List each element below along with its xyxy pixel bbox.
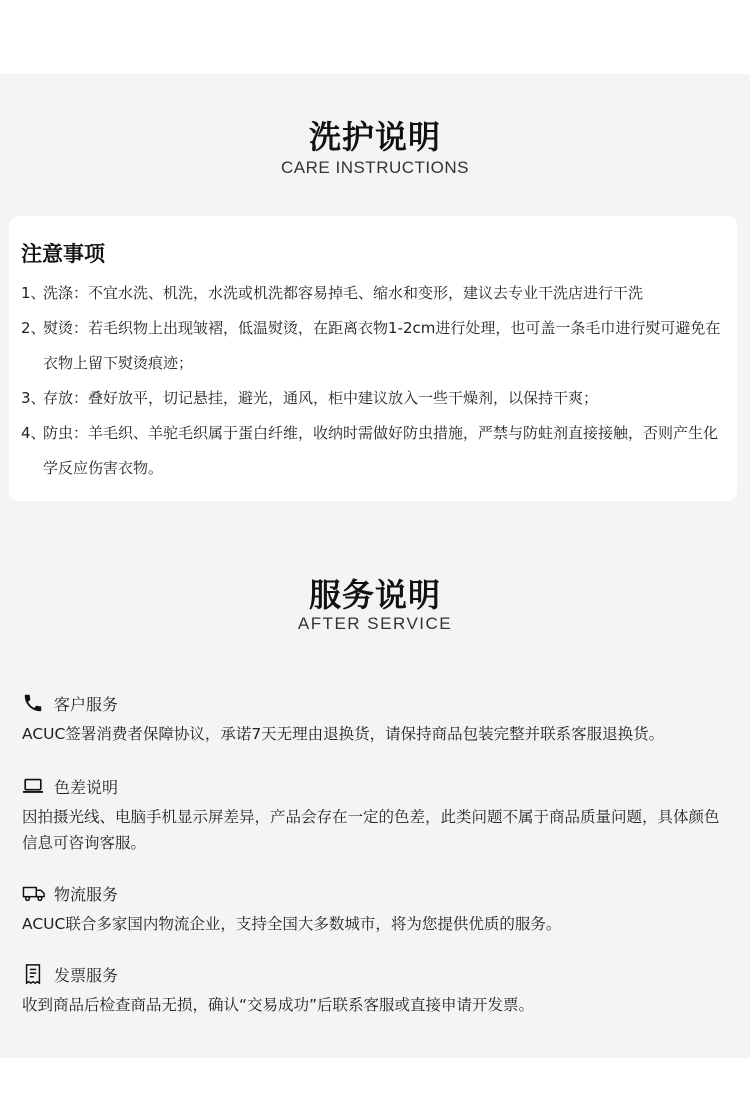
care-title: 洗护说明	[308, 118, 441, 156]
list-item	[21, 416, 729, 486]
item-text: 存放：叠好放平，切记悬挂，避光，通风，柜中建议放入一些干燥剂，以保持干爽；	[43, 389, 599, 407]
item-number: 4、	[21, 424, 46, 442]
service-label: 发票服务	[54, 965, 119, 985]
service-block-invoice	[22, 962, 732, 1018]
service-text: ACUC签署消费者保障协议，承诺7天无理由退换货，请保持商品包装完整并联系客服退换货。	[22, 725, 665, 743]
receipt-icon	[22, 963, 44, 985]
service-block-color	[22, 774, 732, 856]
service-text: 收到商品后检查商品无损，确认“交易成功”后联系客服或直接申请开发票。	[22, 996, 535, 1014]
service-subtitle: AFTER SERVICE	[297, 614, 453, 633]
service-text: 因拍摄光线、电脑手机显示屏差异，产品会存在一定的色差，此类问题不属于商品质量问题，具体颜色信息可咨询客服。	[22, 808, 720, 852]
item-number: 3、	[21, 389, 46, 407]
truck-icon	[22, 882, 44, 904]
notice-list	[21, 276, 729, 486]
item-text: 洗涤：不宜水洗、机洗，水洗或机洗都容易掉毛、缩水和变形，建议去专业干洗店进行干洗	[43, 284, 644, 302]
service-label: 色差说明	[54, 777, 119, 797]
service-label: 客户服务	[54, 694, 119, 714]
laptop-icon	[22, 775, 44, 797]
item-number: 2、	[21, 319, 46, 337]
item-number: 1、	[21, 284, 46, 302]
notice-card	[9, 216, 737, 501]
service-label: 物流服务	[54, 884, 119, 904]
list-item	[21, 311, 729, 381]
notice-heading: 注意事项	[21, 242, 105, 266]
item-text: 防虫：羊毛织、羊驼毛织属于蛋白纤维，收纳时需做好防虫措施，严禁与防蛀剂直接接触，否则产生化学反应伤害衣物。	[43, 424, 719, 477]
item-text: 熨烫：若毛织物上出现皱褶，低温熨烫，在距离衣物1-2cm进行处理，也可盖一条毛巾进行熨可避免在衣物上留下熨烫痕迹；	[43, 319, 721, 372]
service-text: ACUC联合多家国内物流企业，支持全国大多数城市，将为您提供优质的服务。	[22, 915, 562, 933]
service-block-customer	[22, 691, 732, 747]
phone-icon	[22, 692, 44, 714]
care-subtitle: CARE INSTRUCTIONS	[281, 158, 469, 177]
list-item	[21, 381, 729, 416]
list-item	[21, 276, 729, 311]
service-block-logistics	[22, 881, 732, 937]
service-title: 服务说明	[308, 576, 441, 614]
